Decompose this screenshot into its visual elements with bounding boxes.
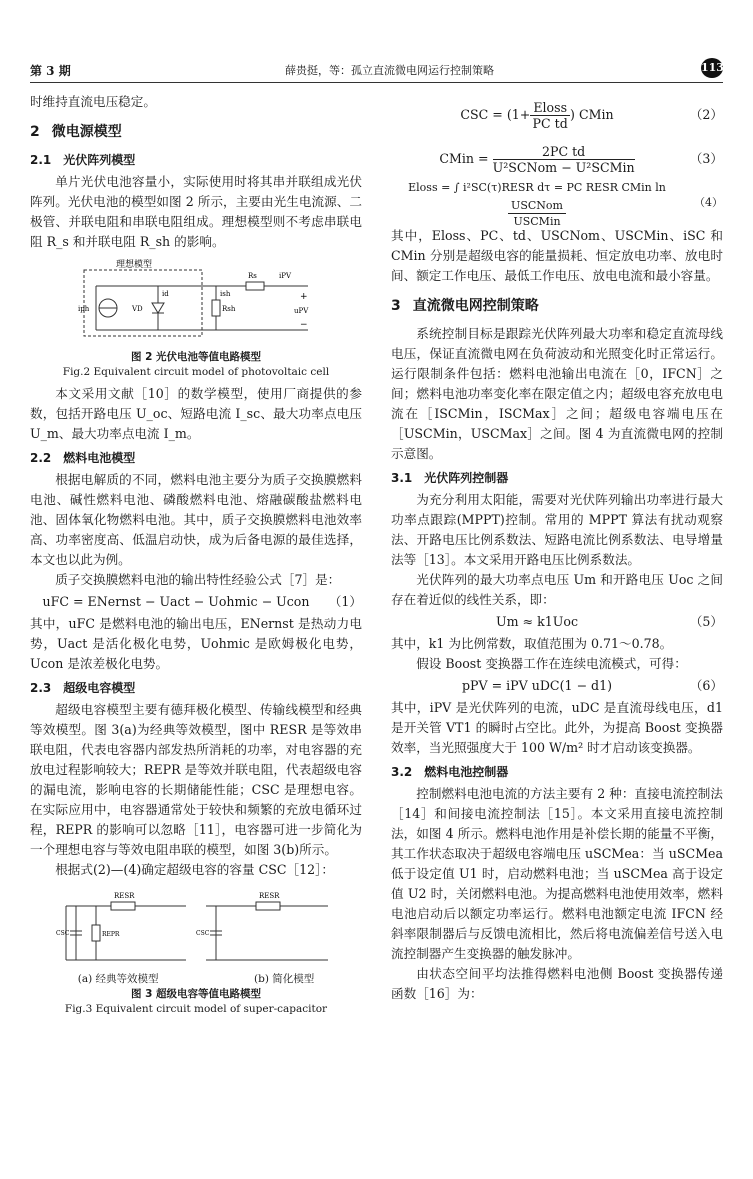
- equation-5: Um ≈ k1Uoc （5）: [495, 614, 723, 629]
- resr-a-label: RESR: [114, 892, 135, 900]
- paragraph: 其中，Eloss、PC、td、USCNom、USCMin、iSC 和 CMin 分别是超级电容的能量损耗、恒定放电功率、放电时间、额定工作电压、最低工作电压、放电电流和最小容量。: [391, 228, 723, 283]
- paragraph: 其中，uFC 是燃料电池的输出电压，ENernst 是热动力电势，Uact 是活化极化电势，Uohmic 是欧姆极化电势，Ucon 是浓差极化电势。: [30, 616, 362, 671]
- paragraph: 时维持直流电压稳定。: [30, 94, 156, 109]
- ipv-label: iPV: [279, 272, 292, 280]
- figure-2-circuit: [76, 258, 316, 350]
- subsection-heading: 2.2 燃料电池模型: [30, 451, 136, 465]
- subsection-heading: 2.1 光伏阵列模型: [30, 153, 136, 167]
- page-number-badge: 113: [701, 58, 723, 78]
- paragraph: 假设 Boost 变换器工作在连续电流模式，可得：: [416, 656, 687, 671]
- vd-label: VD: [132, 305, 143, 313]
- page-header: [30, 60, 723, 83]
- paragraph: 质子交换膜燃料电池的输出特性经验公式［7］是：: [55, 572, 341, 587]
- paragraph: 本文采用文献［10］的数学模型，使用厂商提供的参数，包括开路电压 U_oc、短路电流 I_sc、最大功率点电压 U_m、最大功率点电流 I_m。: [30, 386, 362, 441]
- paragraph: 控制燃料电池电流的方法主要有 2 种：直接电流控制法［14］和间接电流控制法［15］。本文采用直接电流控制法，如图 4 所示。燃料电池作用是补偿长期的能量不平衡，其工作状态取决于超级电容端电压 uSCMea：当 uSCMea 低于设定值 U1 时，启动燃料电池；当 uSCMea 高于设定值 U2 时，关闭燃料电池。为提高燃料电池使用效率，燃料电池启动后以额定功率运行。燃料电池额定电流 IFCN 经斜率限制器后与反馈电流相比，然后将电流偏差信号送入电流控制器产生变换器的触发脉冲。: [391, 786, 723, 961]
- right-column: [391, 92, 723, 1004]
- ish-label: ish: [220, 290, 231, 298]
- paragraph: 为充分利用太阳能，需要对光伏阵列输出功率进行最大功率点跟踪(MPPT)控制。常用的 MPPT 算法有扰动观察法、开路电压比例系数法、短路电流比例系数法、电导增量法等［13］。本文采用开路电压比例系数法。: [391, 492, 723, 567]
- section-heading: 3 直流微电网控制策略: [391, 298, 539, 314]
- paragraph: 其中，iPV 是光伏阵列的电流，uDC 是直流母线电压，d1 是开关管 VT1 的瞬时占空比。此外，为提高 Boost 变换器效率，当光照强度大于 100 W/m² 时才启动该变换器。: [391, 700, 723, 755]
- section-heading: 2 微电源模型: [30, 124, 122, 140]
- equation-3: CMin = $\frac{\text{2PC td}}{\text{U²SCNom − U²SCMin}}$ （3）: [439, 143, 723, 175]
- equation-2: CSC = (1+ $\frac{\text{Eloss}}{\text{PC td}}$ ) CMin （2）: [460, 99, 723, 131]
- paragraph: 由状态空间平均法推得燃料电池侧 Boost 变换器传递函数［16］为：: [391, 966, 723, 1001]
- figure-2-caption: 图 2 光伏电池等值电路模型 Fig.2 Equivalent circuit model of photovoltaic cell: [62, 351, 330, 378]
- equation-4: Eloss = ∫ i²SC(τ)RESR dτ = PC RESR CMin ln $\frac{\text{USCNom}}{\text{USCMin}}$ （4）: [408, 180, 723, 228]
- figure-3-caption: 图 3 超级电容等值电路模型 Fig.3 Equivalent circuit model of super-capacitor: [64, 988, 328, 1015]
- iph-label: iph: [78, 305, 90, 313]
- equation-6: pPV = iPV uDC(1 − d1) （6）: [461, 678, 723, 693]
- upv-label: uPV: [294, 307, 309, 315]
- paragraph: 根据式(2)—(4)确定超级电容的容量 CSC［12］：: [55, 862, 334, 877]
- subsection-heading: 3.2 燃料电池控制器: [391, 765, 509, 779]
- minus-label: −: [300, 320, 308, 330]
- csc-a-label: CSC: [56, 930, 70, 937]
- resr-b-label: RESR: [259, 892, 280, 900]
- repr-label: REPR: [102, 931, 120, 938]
- rs-label: Rs: [248, 272, 257, 280]
- rsh-label: Rsh: [222, 305, 236, 313]
- paragraph: 其中，k1 为比例常数，取值范围为 0.71～0.78。: [391, 636, 673, 651]
- plus-label: +: [300, 292, 308, 302]
- ideal-model-label: 理想模型: [116, 260, 153, 270]
- equation-1: uFC = ENernst − Uact − Uohmic − Ucon （1）: [42, 594, 362, 609]
- subsection-heading: 2.3 超级电容模型: [30, 681, 136, 695]
- paragraph: 单片光伏电池容量小，实际使用时将其串并联组成光伏阵列。光伏电池的模型如图 2 所示，主要由光生电流源、二极管、并联电阻和串联电阻组成。理想模型则不考虑串联电阻 R_s 和并联电阻 R_sh 的影响。: [30, 174, 362, 249]
- id-label: id: [162, 290, 169, 298]
- left-column: [30, 92, 362, 1017]
- paragraph: 系统控制目标是跟踪光伏阵列最大功率和稳定直流母线电压，保证直流微电网在负荷波动和光照变化时正常运行。运行限制条件包括：燃料电池输出电流在［0，IFCN］之间；燃料电池功率变化率在限定值之内；超级电容充放电电流在［ISCMin，ISCMax］之间；超级电容端电压在［USCMin，USCMax］之间。图 4 为直流微电网的控制示意图。: [391, 326, 723, 461]
- figure-3-circuits: [56, 884, 336, 972]
- paragraph: 超级电容模型主要有德拜极化模型、传输线模型和经典等效模型。图 3(a)为经典等效模型，图中 RESR 是等效串联电阻，代表电容器内部发热所消耗的功率，对电容器的充放电过程影响较大；REPR 是等效并联电阻，代表超级电容的漏电流，影响电容的长期储能性能；CSC 是理想电容。在实际应用中，电容器通常处于较快和频繁的充放电循环过程，REPR 的影响可以忽略［11］，电容器可进一步简化为一个理想电容与等效电阻串联的模型，如图 3(b)所示。: [30, 702, 362, 857]
- issue-label: 第 3 期: [30, 64, 71, 78]
- paragraph: 光伏阵列的最大功率点电压 Um 和开路电压 Uoc 之间存在着近似的线性关系，即：: [391, 572, 723, 607]
- figure-3-subcaptions: (a) 经典等效模型 (b) 简化模型: [77, 973, 315, 985]
- subsection-heading: 3.1 光伏阵列控制器: [391, 471, 509, 485]
- running-title: 薛贵挺，等：孤立直流微电网运行控制策略: [285, 64, 494, 77]
- csc-b-label: CSC: [196, 930, 210, 937]
- paragraph: 根据电解质的不同，燃料电池主要分为质子交换膜燃料电池、碱性燃料电池、磷酸燃料电池、熔融碳酸盐燃料电池、固体氧化物燃料电池。其中，质子交换膜燃料电池效率高、功率密度高、低温启动快，成为后备电源的最佳选择，本文也以此为例。: [30, 472, 362, 567]
